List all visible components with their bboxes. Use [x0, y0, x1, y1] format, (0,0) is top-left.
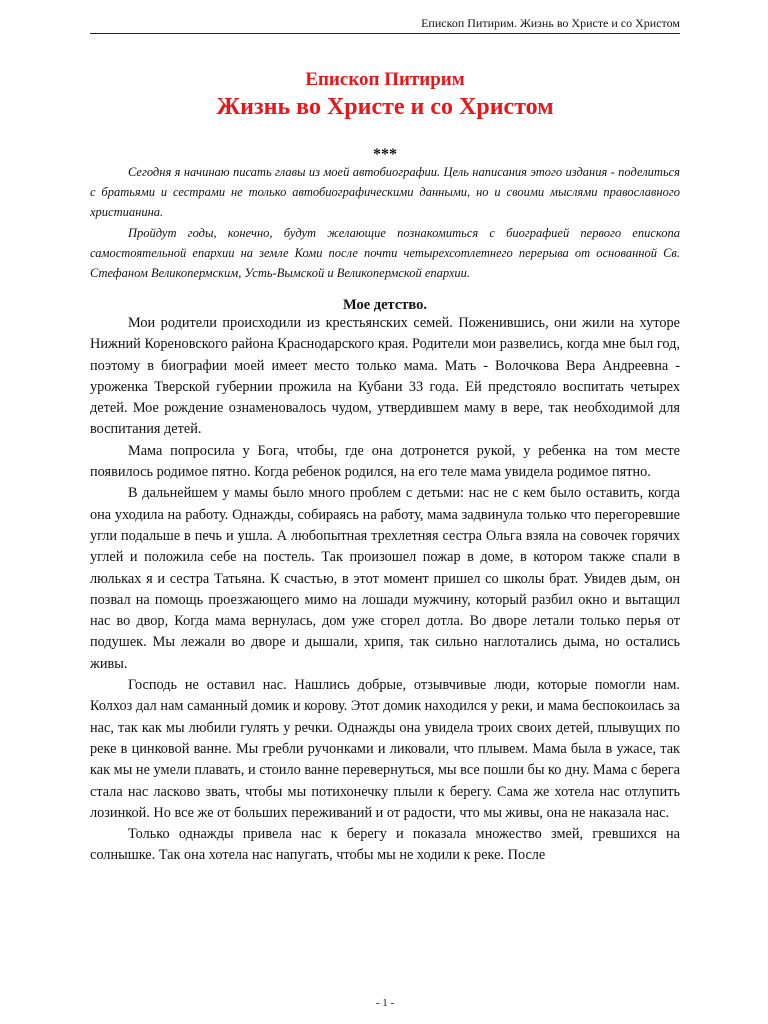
preface-paragraph: Сегодня я начинаю писать главы из моей автобиографии. Цель написания этого издания - поделиться с братьями и сестрами не только автобиографическими данными, но и своими мыслями православного христианина.: [90, 165, 680, 220]
body-paragraph: Господь не оставил нас. Нашлись добрые, отзывчивые люди, которые помогли нам. Колхоз дал нам саманный домик и корову. Этот домик находился у реки, и мама беспокоилась за нас, так как мы любили гулять у речки. Однажды она увидела троих своих детей, плывущих по реке в цинковой ванне. Мы гребли ручонками и ликовали, что плывем. Мама была в ужасе, так как мы не умели плавать, и стоило ванне перевернуться, мы все пошли бы ко дну. Мама с берега стала нас ласково звать, чтобы мы потихонечку плыли к берегу. Сама же хотела нас отлупить лозинкой. Но все же от больших переживаний и от радости, что мы живы, она не наказала нас.: [90, 677, 680, 821]
preface: [90, 162, 680, 283]
body-paragraph: Только однажды привела нас к берегу и показала множество змей, гревшихся на солнышке. Так она хотела нас напугать, чтобы мы не ходили к реке. После: [90, 826, 680, 864]
section-heading: Мое детство.: [342, 297, 428, 313]
chapter-body: [90, 313, 680, 867]
body-paragraph: Мама попросила у Бога, чтобы, где она дотронется рукой, у ребенка на том месте появилось родимое пятно. Когда ребенок родился, на его теле мама увидела родимое пятно.: [90, 442, 680, 481]
running-header: Епископ Питирим. Жизнь во Христе и со Христом: [421, 16, 680, 30]
separator-stars: ***: [373, 146, 397, 163]
body-paragraph: Мои родители происходили из крестьянских семей. Поженившись, они жили на хуторе Нижний Кореновского района Краснодарского края. Родители мои развелись, когда мне был год, поэтому в биографии моей имеет место только мама. Мать - Волочкова Вера Андреевна - уроженка Тверской губернии прожила на Кубани 33 года. Ей предстояло воспитать четырех детей. Мое рождение ознаменовалось чудом, утвердившем маму в вере, так необходимой для воспитания детей.: [90, 315, 680, 438]
book-title: Жизнь во Христе и со Христом: [216, 94, 554, 120]
header-rule: [90, 33, 680, 34]
body-paragraph: В дальнейшем у мамы было много проблем с детьми: нас не с кем было оставить, когда она уходила на работу. Однажды, собираясь на работу, мама задвинула только что перегоревшие угли подальше в печь и ушла. А любопытная трехлетняя сестра Ольга взяла на совочек горячих углей и положила себе на постель. Так произошел пожар в доме, в котором также спали в люльках я и сестра Татьяна. К счастью, в этот момент пришел со школы брат. Увидев дым, он позвал на помощь проезжающего мимо на лошади мужчину, который разбил окно и вытащил нас во двор, Когда мама вернулась, дом уже сгорел дотла. Во дворе летали только перья от подушек. Мы лежали во дворе и дышали, хрипя, так сильно наглотались дыма, но остались живы.: [90, 485, 680, 672]
author-name: Епископ Питирим: [305, 69, 465, 90]
preface-paragraph: Пройдут годы, конечно, будут желающие познакомиться с биографией первого епископа самостоятельной епархии на земле Коми после почти четырехсотлетнего перерыва от основанной Св. Стефаном Великопермским, Усть-Вымской и Великопермской епархии.: [90, 225, 680, 281]
page-number: - 1 -: [375, 997, 395, 1009]
